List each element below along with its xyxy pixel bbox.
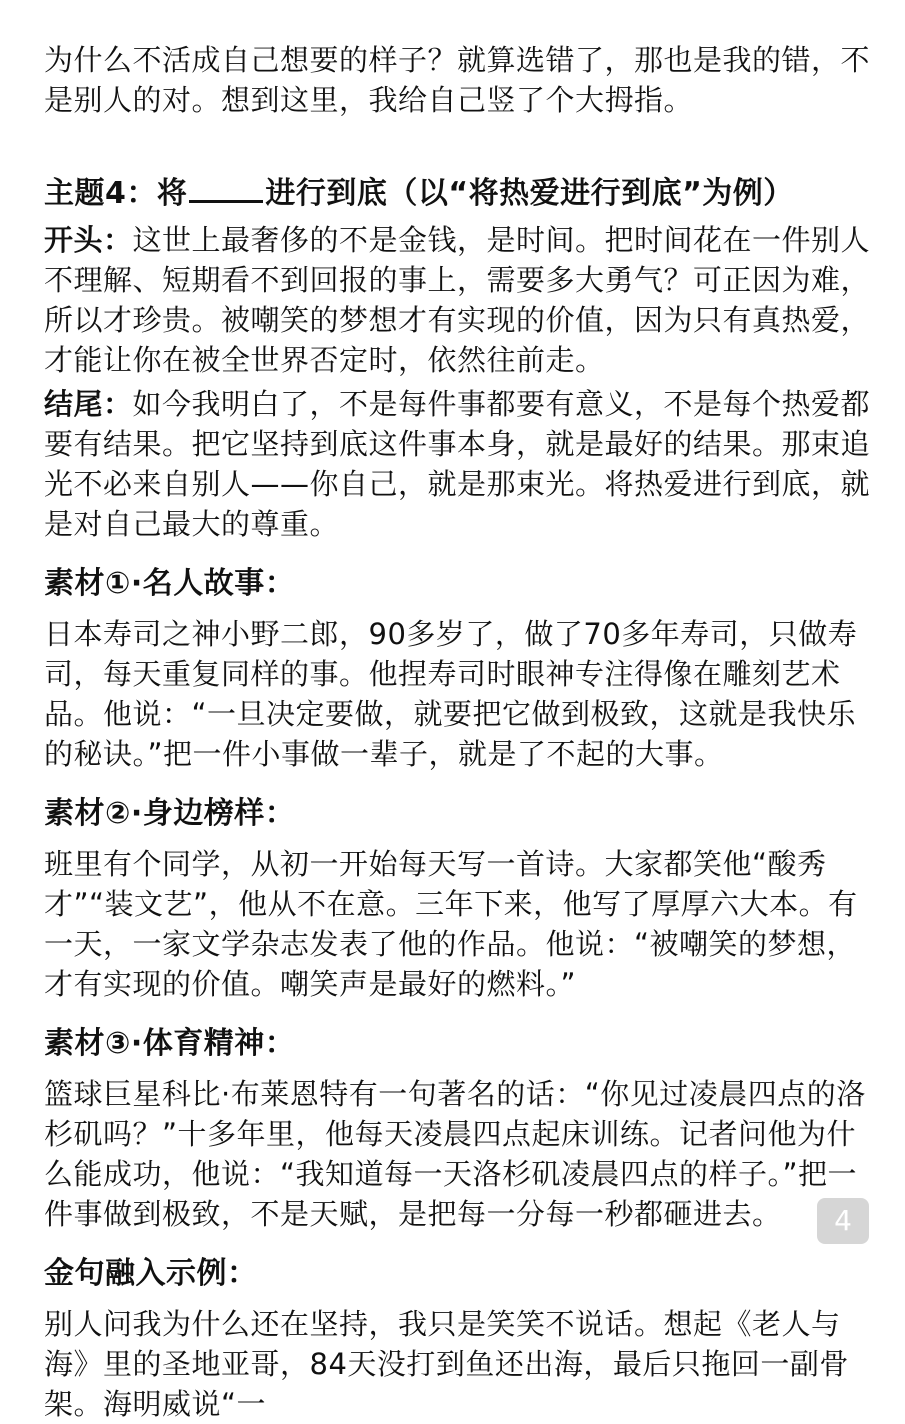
fill-blank-line [189, 172, 263, 203]
material-heading-1: 素材①·名人故事： [44, 566, 296, 601]
material-text-2: 班里有个同学，从初一开始每天写一首诗。大家都笑他“酸秀才”“装文艺”，他从不在意。三年下来，他写了厚厚六大本。有一天，一家文学杂志发表了他的作品。他说：“被嘲笑的梦想，才有实现的价值。嘲笑声是最好的燃料。” [44, 847, 858, 1001]
ending-label: 结尾： [44, 387, 133, 421]
opening-paragraph [44, 220, 873, 380]
opening-text: 这世上最奢侈的不是金钱，是时间。把时间花在一件别人不理解、短期看不到回报的事上，需要多大勇气？可正因为难，所以才珍贵。被嘲笑的梦想才有实现的价值，因为只有真热爱，才能让你在被全世界否定时，依然往前走。 [44, 223, 871, 377]
golden-sentence-heading: 金句融入示例： [44, 1256, 258, 1291]
material-text-1: 日本寿司之神小野二郎，90多岁了，做了70多年寿司，只做寿司，每天重复同样的事。他捏寿司时眼神专注得像在雕刻艺术品。他说：“一旦决定要做，就要把它做到极致，这就是我快乐的秘诀。”把一件小事做一辈子，就是了不起的大事。 [44, 617, 858, 771]
intro-paragraph: 为什么不活成自己想要的样子？就算选错了，那也是我的错，不是别人的对。想到这里，我给自己竖了个大拇指。 [44, 43, 871, 117]
topic-title-prefix: 主题4：将 [44, 176, 188, 211]
page-number-badge: 4 [817, 1198, 869, 1244]
golden-sentence-text: 别人问我为什么还在坚持，我只是笑笑不说话。想起《老人与海》里的圣地亚哥，84天没打到鱼还出海，最后只拖回一副骨架。海明威说“一 [44, 1307, 849, 1421]
opening-label: 开头： [44, 223, 133, 257]
ending-text: 如今我明白了，不是每件事都要有意义，不是每个热爱都要有结果。把它坚持到底这件事本身，就是最好的结果。那束追光不必来自别人——你自己，就是那束光。将热爱进行到底，就是对自己最大的尊重。 [44, 387, 871, 541]
topic-title-suffix: 进行到底（以“将热爱进行到底”为例） [265, 176, 794, 211]
topic-title [44, 172, 873, 214]
material-text-3: 篮球巨星科比·布莱恩特有一句著名的话：“你见过凌晨四点的洛杉矶吗？”十多年里，他每天凌晨四点起床训练。记者问他为什么能成功，他说：“我知道每一天洛杉矶凌晨四点的样子。”把一件事做到极致，不是天赋，是把每一分每一秒都砸进去。 [44, 1077, 866, 1231]
material-heading-3: 素材③·体育精神： [44, 1026, 296, 1061]
ending-paragraph [44, 384, 873, 544]
material-heading-2: 素材②·身边榜样： [44, 796, 296, 831]
